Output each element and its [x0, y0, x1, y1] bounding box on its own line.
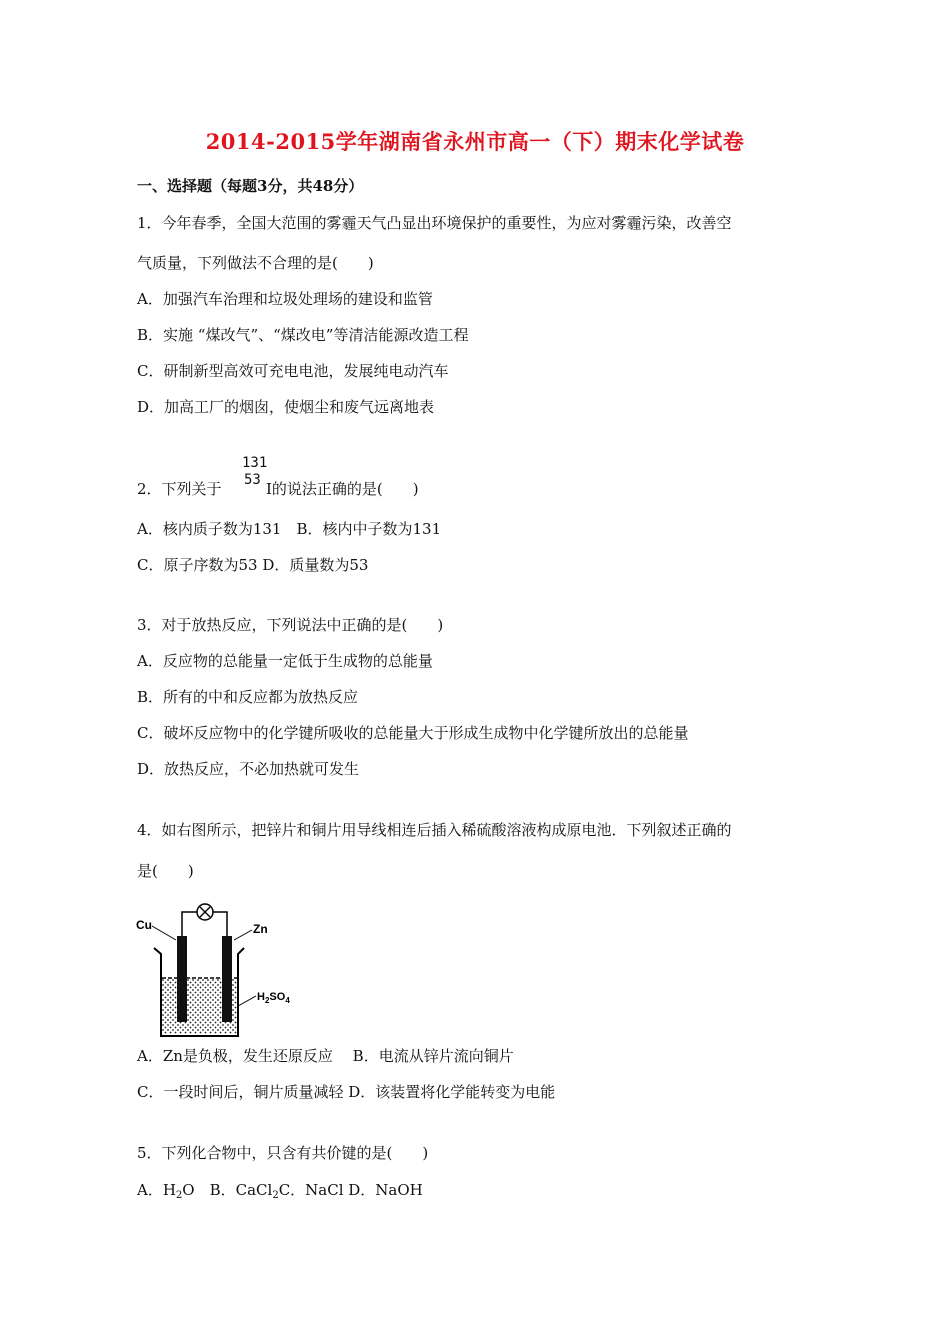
question-3-option-c: C．破坏反应物中的化学键所吸收的总能量大于形成生成物中化学键所放出的总能量	[137, 724, 689, 742]
question-2-options-cd: C．原子序数为53 D．质量数为53	[137, 556, 369, 574]
question-1-stem-line2: 气质量，下列做法不合理的是( )	[137, 254, 374, 272]
question-3-stem: 3．对于放热反应，下列说法中正确的是( )	[137, 616, 444, 634]
label-zn: Zn	[253, 922, 268, 936]
question-4-stem-line1: 4．如右图所示，把锌片和铜片用导线相连后插入稀硫酸溶液构成原电池．下列叙述正确的	[137, 821, 732, 839]
leader-zn	[234, 930, 252, 940]
question-2-stem-prefix: 2．下列关于	[137, 480, 222, 498]
iodine-mass-number: 131	[242, 455, 268, 471]
leader-cu	[152, 926, 176, 940]
option-b-subscript: 2	[272, 1190, 279, 1201]
option-a-formula: A．H	[137, 1181, 176, 1199]
galvanic-cell-diagram	[134, 896, 290, 1041]
iodine-atomic-number: 53	[244, 472, 261, 488]
leader-acid	[238, 996, 256, 1006]
options-cd: C．NaCl D．NaOH	[278, 1181, 423, 1199]
question-4-options-cd: C．一段时间后，铜片质量减轻 D．该装置将化学能转变为电能	[137, 1083, 556, 1101]
bulb-icon	[197, 904, 213, 920]
document-title: 2014-2015学年湖南省永州市高一（下）期末化学试卷	[205, 129, 745, 154]
question-3-option-d: D．放热反应，不必加热就可发生	[137, 760, 360, 778]
label-acid: $H_2SO_4$	[257, 991, 290, 1005]
option-b-formula: O B．CaCl	[182, 1181, 273, 1199]
question-2-stem-suffix: I的说法正确的是( )	[266, 480, 419, 498]
question-3-option-a: A．反应物的总能量一定低于生成物的总能量	[137, 652, 433, 670]
copper-electrode	[177, 936, 187, 1022]
question-1-stem-line1: 1．今年春季，全国大范围的雾霾天气凸显出环境保护的重要性，为应对雾霾污染，改善空	[137, 214, 732, 232]
question-5-stem: 5．下列化合物中，只含有共价键的是( )	[137, 1144, 429, 1162]
label-cu: Cu	[136, 918, 152, 932]
section-heading: 一、选择题（每题3分，共48分）	[137, 177, 364, 195]
zinc-electrode	[222, 936, 232, 1022]
option-a-subscript: 2	[175, 1190, 183, 1201]
question-4-stem-line2: 是( )	[137, 862, 194, 880]
question-1-option-d: D．加高工厂的烟囱，使烟尘和废气远离地表	[137, 398, 435, 416]
question-1-option-a: A．加强汽车治理和垃圾处理场的建设和监管	[137, 290, 433, 308]
question-4-options-ab: A．Zn是负极，发生还原反应 B．电流从锌片流向铜片	[137, 1047, 514, 1065]
question-1-option-c: C．研制新型高效可充电电池，发展纯电动汽车	[137, 362, 449, 380]
question-5-options	[137, 1180, 423, 1206]
question-3-option-b: B．所有的中和反应都为放热反应	[137, 688, 359, 706]
question-2-options-ab: A．核内质子数为131 B．核内中子数为131	[137, 520, 442, 538]
question-1-option-b: B．实施 “煤改气”、“煤改电”等清洁能源改造工程	[137, 326, 469, 344]
